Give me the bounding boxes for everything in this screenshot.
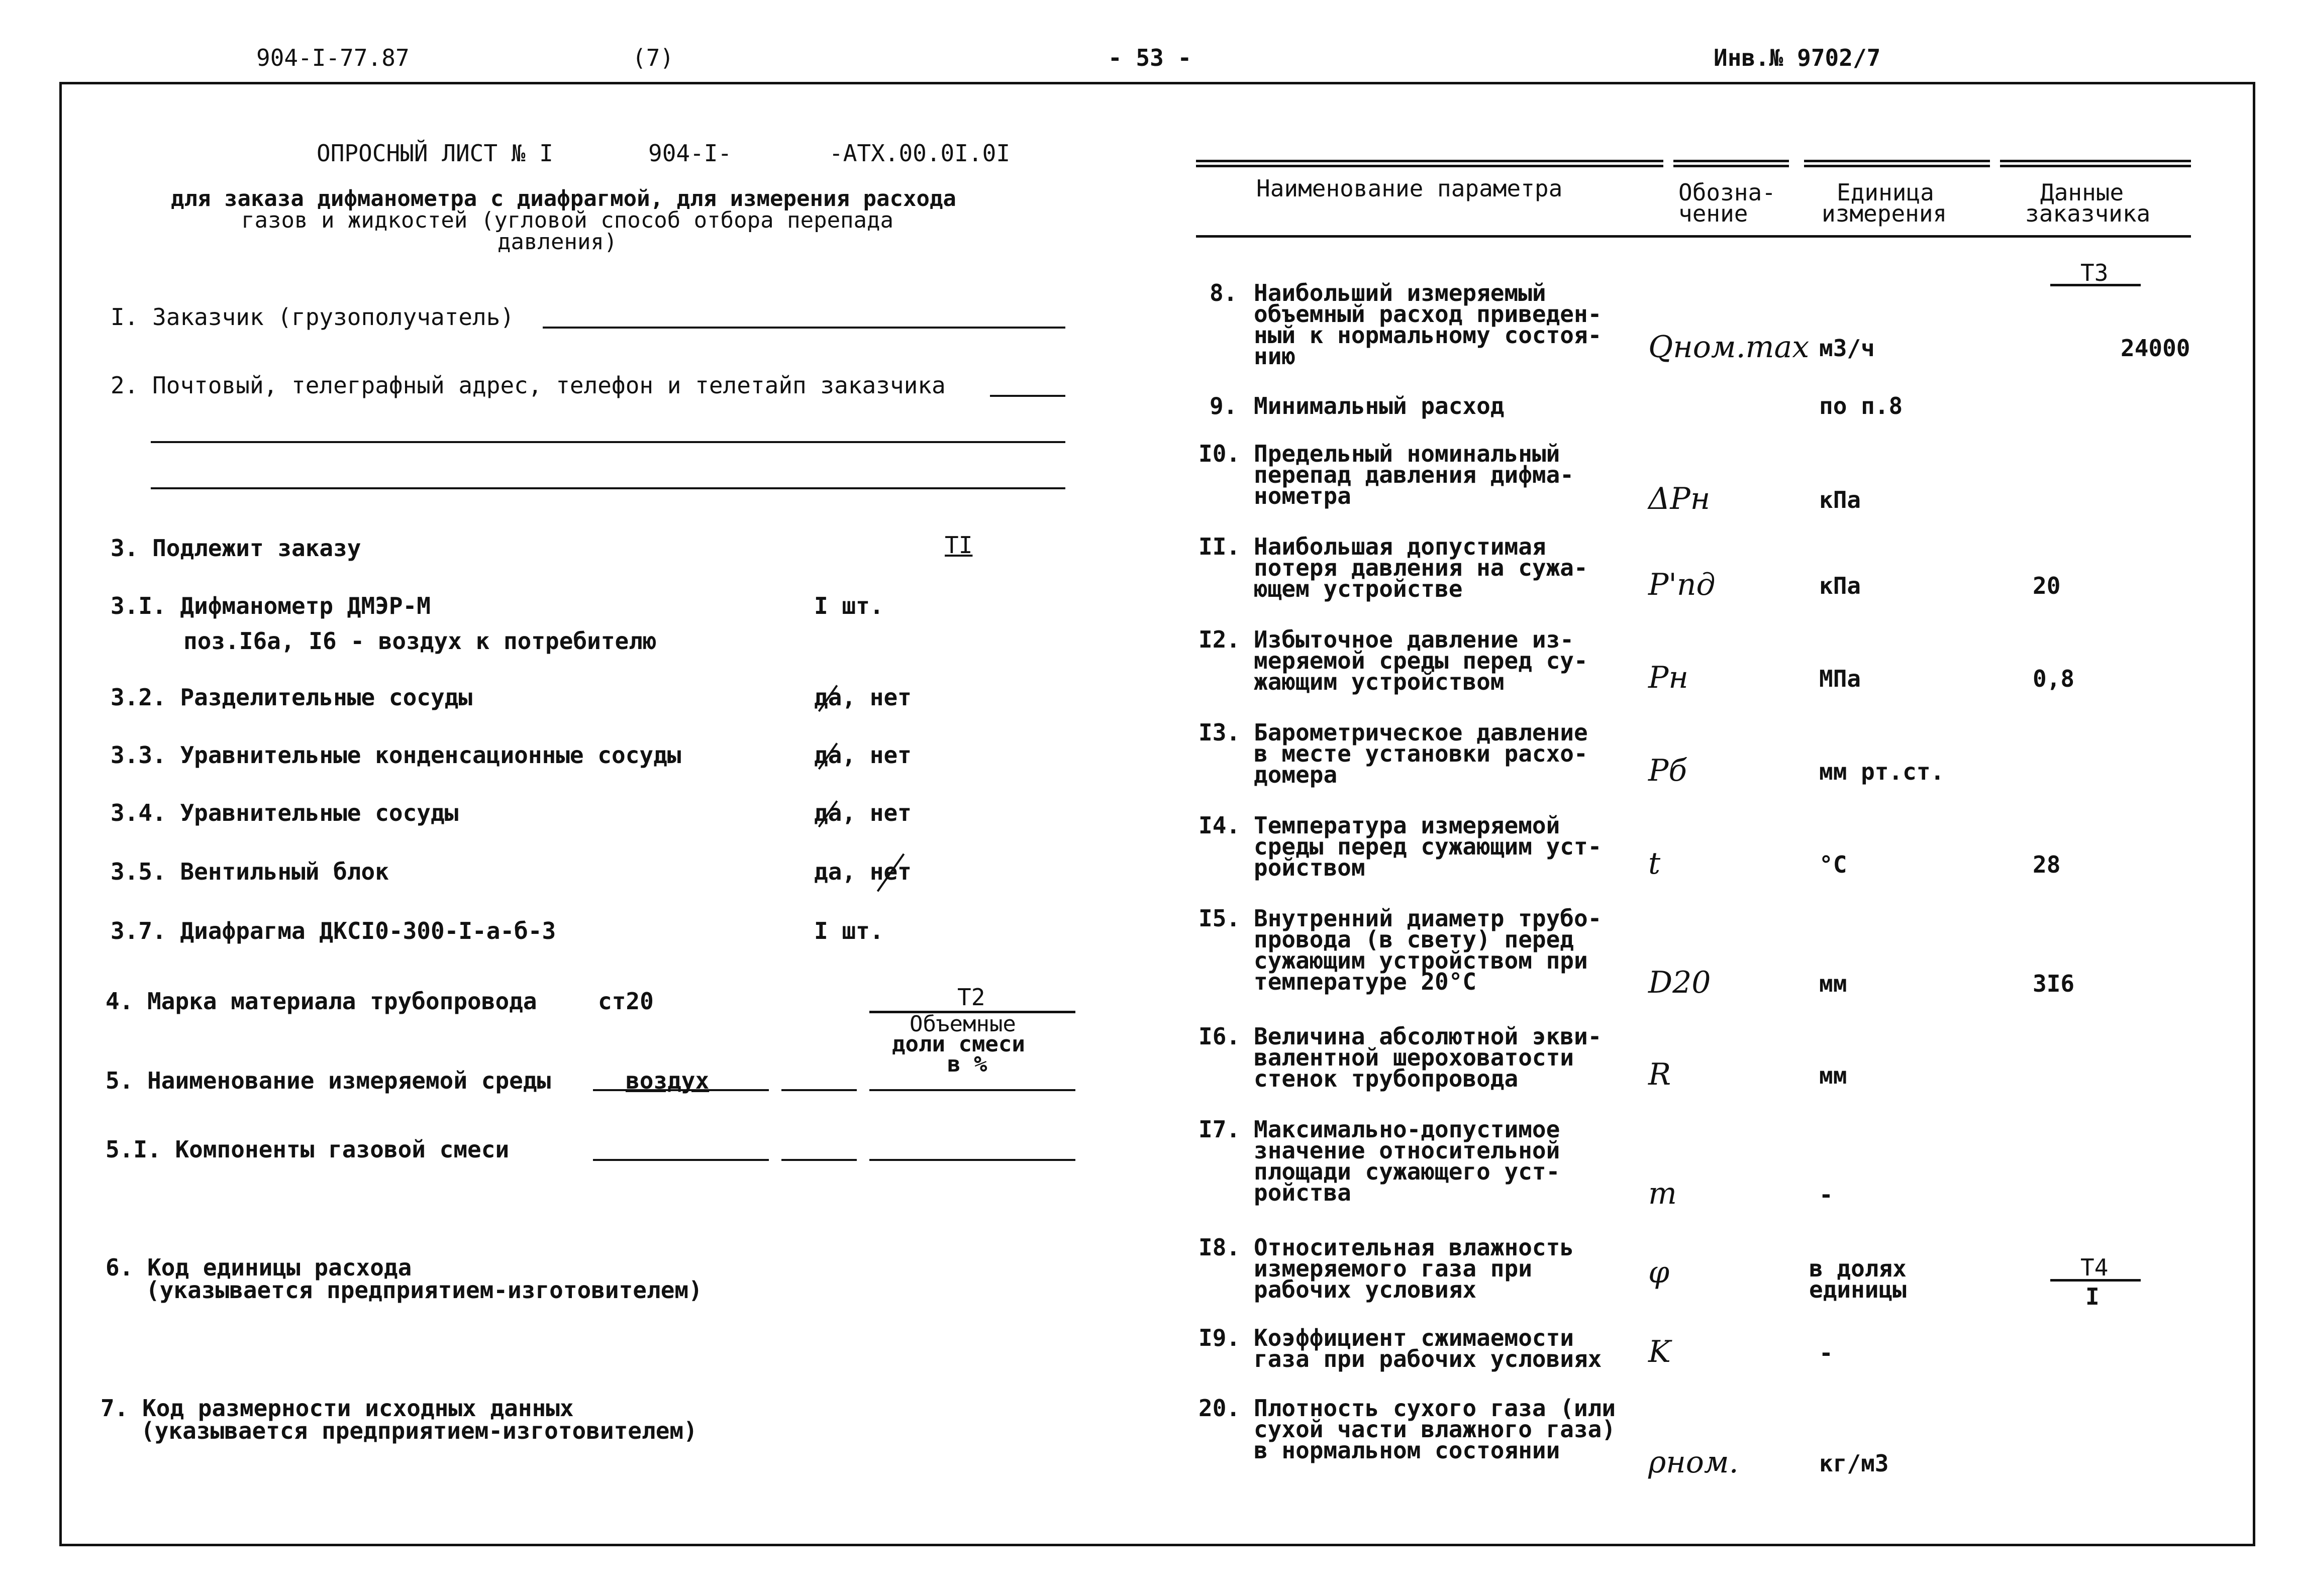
row-customer-data[interactable]: 24000 (2121, 335, 2190, 362)
row-symbol: Qном.max (1648, 330, 1810, 365)
item-2-field-line-2[interactable] (151, 441, 1065, 443)
form-subtitle-2: газов и жидкостей (угловой способ отбора перепада (241, 207, 894, 233)
form-subtitle-1: для заказа дифманометра с диафрагмой, для измерения расхода (171, 186, 956, 211)
header-rule-3b (1804, 165, 1990, 167)
row-customer-data[interactable]: 0,8 (2033, 665, 2075, 692)
row-param-line: Максимально-допустимое (1254, 1116, 1560, 1143)
item-5-line-2[interactable] (781, 1089, 857, 1091)
item-3-3-sep: , (842, 741, 870, 769)
sheet-number: (7) (632, 44, 674, 71)
item-3-1-sub: поз.I6а, I6 - воздух к потребителю (183, 627, 657, 655)
row-unit: - (1819, 1339, 1833, 1366)
header-rule-1b (1196, 165, 1663, 167)
col-unit-header-2: измерения (1822, 200, 1947, 227)
row-symbol: D20 (1648, 965, 1711, 1000)
row-number: I7. (1199, 1116, 1241, 1143)
row-unit: кПа (1819, 486, 1861, 513)
row-param-line: измеряемого газа при (1254, 1255, 1532, 1282)
row-number: I9. (1199, 1324, 1241, 1351)
item-5-1-line-3[interactable] (869, 1159, 1075, 1161)
item-3-7-value: I шт. (814, 917, 884, 944)
item-2-field-line-3[interactable] (151, 487, 1065, 489)
row-param-line: Наибольший измеряемый (1254, 279, 1546, 306)
item-3-1-label: 3.I. Дифманометр ДМЭР-М (111, 592, 431, 619)
row-param-line: нию (1254, 343, 1296, 370)
vol-header-2: доли смеси (892, 1031, 1025, 1057)
item-2-label: 2. Почтовый, телеграфный адрес, телефон и телетайп заказчика (111, 372, 946, 399)
row-param-line: перепад давления дифма- (1254, 461, 1574, 488)
item-5-line-3[interactable] (869, 1089, 1075, 1091)
row-param-line: Минимальный расход (1254, 392, 1505, 419)
item-3-2-sep: , (842, 684, 870, 711)
row-param-line: Предельный номинальный (1254, 440, 1560, 467)
row-number: 8. (1210, 279, 1238, 306)
item-4-value: ст20 (598, 988, 654, 1015)
row-param-line: Относительная влажность (1254, 1234, 1574, 1261)
item-3-4-no[interactable]: нет (869, 799, 912, 826)
row-symbol: ΔPн (1648, 481, 1711, 516)
item-3-4-label: 3.4. Уравнительные сосуды (111, 799, 459, 826)
item-3-5-label: 3.5. Вентильный блок (111, 858, 389, 885)
item-6-line-2: (указывается предприятием-изготовителем) (146, 1276, 703, 1304)
row-symbol: Pб (1648, 753, 1687, 788)
page-number: - 53 - (1108, 44, 1192, 71)
item-3-5-no[interactable]: нет (869, 858, 912, 885)
row-param-line: ющем устройстве (1254, 575, 1463, 602)
row-data-top: T4 (2080, 1254, 2109, 1281)
row-param-line: газа при рабочих условиях (1254, 1345, 1602, 1372)
row-param-line: стенок трубопровода (1254, 1065, 1519, 1092)
item-3-4-yes[interactable]: да (814, 799, 842, 826)
item-7-line-1: 7. Код размерности исходных данных (101, 1395, 574, 1422)
form-subtitle-3: давления) (497, 229, 618, 255)
row-number: II. (1199, 533, 1241, 560)
row-param-line: температуре 20°C (1254, 968, 1477, 995)
header-bottom-rule (1196, 235, 2191, 238)
row-param-line: валентной шероховатости (1254, 1044, 1574, 1071)
doc-number: 904-I-77.87 (256, 44, 410, 71)
row-param-line: ный к нормальному состоя- (1254, 322, 1602, 349)
row-param-line: Избыточное давление из- (1254, 626, 1574, 653)
row-unit: мм (1819, 1062, 1847, 1089)
item-3-1-value: I шт. (814, 592, 884, 619)
item-3-5-options[interactable] (814, 860, 912, 883)
item-5-value: воздух (626, 1067, 710, 1094)
row-param-line: потеря давления на сужа- (1254, 554, 1588, 581)
item-3-4-sep: , (842, 799, 870, 826)
row-param-line: домера (1254, 761, 1338, 788)
row-18-fraction-line (2050, 1279, 2141, 1282)
col-symbol-header-2: чение (1678, 200, 1748, 227)
row-symbol: K (1648, 1334, 1671, 1369)
row-symbol: ρном. (1648, 1445, 1739, 1480)
item-2-field-line-1[interactable] (990, 395, 1065, 397)
vol-header-3: в % (947, 1051, 987, 1077)
row-unit-line-2: единицы (1809, 1276, 1907, 1303)
row-param-line: Плотность сухого газа (или (1254, 1395, 1616, 1422)
row-symbol: t (1648, 846, 1661, 881)
row-unit: МПа (1819, 665, 1861, 692)
item-3-2-no[interactable]: нет (869, 684, 912, 711)
item-3-5-sep: , (842, 858, 870, 885)
vol-header-1: Объемные (910, 1011, 1016, 1037)
row-number: 20. (1199, 1395, 1241, 1422)
t3-underline (2050, 284, 2141, 286)
row-param-line: в месте установки расхо- (1254, 740, 1588, 767)
row-unit: °C (1819, 851, 1847, 878)
row-unit-line-1: в долях (1809, 1255, 1907, 1282)
row-param-line: сухой части влажного газа) (1254, 1416, 1616, 1443)
item-5-1-label: 5.I. Компоненты газовой смеси (106, 1136, 510, 1163)
row-symbol: P'пд (1648, 567, 1716, 602)
item-3-4-options[interactable] (814, 801, 912, 824)
t3-note: T3 (2080, 259, 2109, 286)
row-param-line: в нормальном состоянии (1254, 1437, 1560, 1464)
row-param-line: ройства (1254, 1179, 1351, 1206)
row-number: I5. (1199, 905, 1241, 932)
row-param-line: Барометрическое давление (1254, 719, 1588, 746)
row-number: 9. (1210, 392, 1238, 419)
form-code-left: 904-I- (648, 140, 732, 167)
header-rule-4a (2000, 160, 2191, 162)
header-rule-3a (1804, 160, 1990, 162)
row-param-line: среды перед сужающим уст- (1254, 833, 1602, 860)
row-number: I4. (1199, 812, 1241, 839)
row-param-line: значение относительной (1254, 1137, 1560, 1164)
item-3-note: TI (945, 531, 973, 559)
row-param-line: сужающим устройством при (1254, 947, 1588, 974)
row-symbol: Pн (1648, 660, 1688, 695)
row-param-line: нометра (1254, 482, 1351, 509)
header-rule-2a (1673, 160, 1789, 162)
row-param-line: Величина абсолютной экви- (1254, 1023, 1602, 1050)
col-name-header: Наименование параметра (1256, 175, 1563, 202)
row-unit: по п.8 (1819, 392, 1903, 419)
row-customer-data[interactable]: 28 (2033, 851, 2061, 878)
row-unit: мм (1819, 970, 1847, 997)
row-customer-data[interactable]: 3I6 (2033, 970, 2075, 997)
row-param-line: Наибольшая допустимая (1254, 533, 1546, 560)
row-number: I6. (1199, 1023, 1241, 1050)
row-param-line: Внутренний диаметр трубо- (1254, 905, 1602, 932)
item-3-label: 3. Подлежит заказу (111, 535, 361, 562)
item-3-3-yes[interactable]: да (814, 741, 842, 769)
row-param-line: меряемой среды перед су- (1254, 647, 1588, 674)
row-unit: кПа (1819, 572, 1861, 599)
item-3-3-no[interactable]: нет (869, 741, 912, 769)
row-param-line: рабочих условиях (1254, 1276, 1477, 1303)
col-unit-header-1: Единица (1837, 179, 1934, 206)
row-symbol: φ (1648, 1255, 1670, 1290)
item-6-line-1: 6. Код единицы расхода (106, 1254, 412, 1281)
header-rule-1a (1196, 160, 1663, 162)
item-4-note: T2 (957, 984, 985, 1011)
item-3-2-options[interactable] (814, 686, 912, 709)
item-5-label: 5. Наименование измеряемой среды (106, 1067, 551, 1094)
row-param-line: Температура измеряемой (1254, 812, 1560, 839)
inventory-number: Инв.№ 9702/7 (1714, 44, 1881, 71)
row-param-line: площади сужающего уст- (1254, 1158, 1560, 1185)
row-number: I0. (1199, 440, 1241, 467)
row-data-bottom[interactable]: I (2085, 1283, 2100, 1310)
row-customer-data[interactable]: 20 (2033, 572, 2061, 599)
item-3-2-label: 3.2. Разделительные сосуды (111, 684, 473, 711)
row-number: I8. (1199, 1234, 1241, 1261)
row-symbol: R (1648, 1057, 1671, 1092)
item-5-1-line-1[interactable] (593, 1159, 769, 1161)
col-data-header-2: заказчика (2025, 200, 2151, 227)
row-unit: - (1819, 1181, 1833, 1208)
item-3-3-label: 3.3. Уравнительные конденсационные сосуды (111, 741, 681, 769)
row-param-line: Коэффициент сжимаемости (1254, 1324, 1574, 1351)
item-7-line-2: (указывается предприятием-изготовителем) (141, 1417, 697, 1444)
item-3-5-yes[interactable]: да (814, 858, 842, 885)
item-1-field-line[interactable] (543, 327, 1065, 329)
row-param-line: провода (в свету) перед (1254, 926, 1574, 953)
row-param-line: объемный расход приведен- (1254, 300, 1602, 328)
item-3-3-options[interactable] (814, 743, 912, 767)
item-5-line-1[interactable] (593, 1089, 769, 1091)
header-rule-2b (1673, 165, 1789, 167)
item-1-label: I. Заказчик (грузополучатель) (111, 303, 515, 331)
row-param-line: ройством (1254, 854, 1365, 881)
col-symbol-header-1: Обозна- (1678, 179, 1776, 206)
header-rule-4b (2000, 165, 2191, 167)
row-number: I2. (1199, 626, 1241, 653)
item-3-7-label: 3.7. Диафрагма ДКСI0-300-I-а-б-3 (111, 917, 556, 944)
row-number: I3. (1199, 719, 1241, 746)
row-param-line: жающим устройством (1254, 668, 1505, 695)
col-data-header-1: Данные (2040, 179, 2124, 206)
form-title: ОПРОСНЫЙ ЛИСТ № I (317, 140, 553, 167)
row-symbol: m (1648, 1176, 1677, 1211)
form-code-right: -АТХ.00.0I.0I (829, 140, 1011, 167)
item-5-1-line-2[interactable] (781, 1159, 857, 1161)
item-4-label: 4. Марка материала трубопровода (106, 988, 537, 1015)
row-unit: кг/м3 (1819, 1450, 1889, 1477)
item-3-2-yes[interactable]: да (814, 684, 842, 711)
row-unit: мм рт.ст. (1819, 758, 1945, 785)
row-unit: м3/ч (1819, 335, 1875, 362)
